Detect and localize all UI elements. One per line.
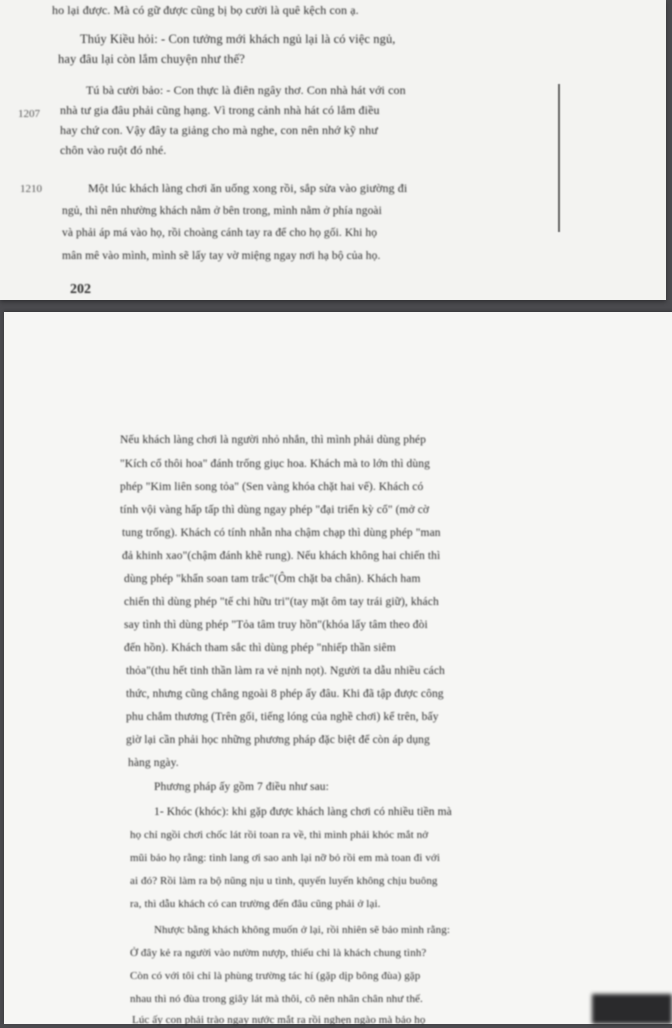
text-line: đả khinh xao"(chậm đánh khẽ rung). Nếu khách không hai chiến thì xyxy=(122,550,441,562)
top-page xyxy=(0,0,666,300)
text-line: nhà tư gia đâu phải cũng hạng. Vì trong cảnh nhà hát có lắm điều xyxy=(60,103,380,117)
text-line: chôn vào ruột đó nhé. xyxy=(60,143,167,157)
text-line: thức, nhưng cũng chẳng ngoài 8 phép ấy đâu. Khi đã tập được công xyxy=(126,688,444,700)
shadow-corner xyxy=(592,994,672,1024)
text-line: giờ lại cần phải học những phương pháp đặc biệt để còn áp dụng xyxy=(126,734,430,746)
margin-rule xyxy=(558,84,560,232)
text-line: Còn có với tôi chỉ là phùng trường tác hí (gặp dịp bông đùa) gặp xyxy=(130,970,421,982)
text-line: dùng phép "khẩn soan tam trắc"(Ôm chặt ba chân). Khách ham xyxy=(124,573,421,585)
bottom-page xyxy=(4,312,672,1024)
text-line: ngủ, thì nên nhường khách nằm ở bên trong, mình nằm ở phía ngoài xyxy=(62,205,382,217)
page-number: 202 xyxy=(70,282,91,297)
text-line: thỏa"(thu hết tinh thần làm ra vẻ nịnh nọt). Người ta dẫu nhiều cách xyxy=(126,665,445,677)
text-line: phu chắm thương (Trên gối, tiếng lóng của nghề chơi) kể trên, bấy xyxy=(126,711,439,723)
text-line: Nhược bằng khách không muốn ở lại, rồi nhiên sẽ bảo mình rằng: xyxy=(154,924,450,936)
text-line: Thúy Kiều hỏi: - Con tưởng mới khách ngủ lại là có việc ngủ, xyxy=(80,32,396,46)
text-line: chiến thì dùng phép "tế chi hữu tri"(tay mặt ôm tay trái giữ), khách xyxy=(124,596,439,608)
text-line: tính vội vàng hấp tấp thì dùng ngay phép "đại triển kỳ cổ" (mở cờ xyxy=(120,504,430,516)
text-line: Tú bà cười bảo: - Con thực là điên ngây thơ. Con nhà hát với con xyxy=(86,83,406,97)
text-line: Ở đây kẻ ra người vào nườm nượp, thiếu chi là khách chung tình? xyxy=(130,947,427,959)
text-line: Nếu khách làng chơi là người nhỏ nhắn, thì mình phải dùng phép xyxy=(120,434,426,446)
text-line: Phương pháp ấy gồm 7 điều như sau: xyxy=(154,781,329,793)
text-line: "Kích cổ thôi hoa" đánh trống giục hoa. Khách mà to lớn thì dùng xyxy=(120,458,430,470)
text-line: 1- Khóc (khóc): khi gặp được khách làng chơi có nhiều tiền mà xyxy=(154,806,452,818)
text-line: họ chỉ ngồi chơi chốc lát rồi toan ra về, thì mình phải khóc mắt nở xyxy=(130,829,429,841)
text-line: hay chứ con. Vậy đây ta giảng cho mà nghe, con nên nhớ kỹ như xyxy=(60,123,378,137)
text-line: tung trống). Khách có tính nhẫn nha chậm chạp thì dùng phép "man xyxy=(122,527,441,539)
text-line: ra, thì dẫu khách có can trường đến đâu cũng phải ở lại. xyxy=(130,898,381,910)
text-line: nhau thì nó đùa trong giây lát mà thôi, cô nên nhân chân như thế. xyxy=(130,993,423,1005)
text-line: ho lại được. Mà có gữ được cũng bị bọ cười là quê kệch con ạ. xyxy=(52,3,359,17)
line-number: 1210 xyxy=(20,183,42,195)
text-line: mũi bảo họ rằng: tình lang ơi sao anh lại nỡ bỏ rồi em mà toan đi với xyxy=(130,852,440,864)
text-line: hay đâu lại còn lắm chuyện như thế? xyxy=(58,52,245,66)
text-line: Một lúc khách làng chơi ăn uống xong rồi, sắp sửa vào giường đi xyxy=(88,181,408,195)
text-line: phép "Kim liên song tỏa" (Sen vàng khóa chặt hai vế). Khách có xyxy=(120,481,424,493)
text-line: Lúc ấy con phải trào ngay nước mắt ra rồi nghẹn ngào mà bảo họ xyxy=(132,1014,426,1026)
line-number: 1207 xyxy=(18,108,40,120)
text-line: đến hồn). Khách tham sắc thì dùng phép "nhiếp thần siêm xyxy=(124,642,396,654)
text-line: ai đó? Rồi làm ra bộ nũng nịu u tình, quyến luyến không chịu buông xyxy=(130,875,438,887)
text-line: và phải áp má vào họ, rồi choàng cánh tay ra để cho họ gối. Khi họ xyxy=(62,227,378,239)
text-line: mân mê vào mình, mình sẽ lấy tay vờ miệng ngay nơi hạ bộ của họ. xyxy=(62,250,381,262)
text-line: say tình thì dùng phép "Tỏa tâm truy hồn"(khóa lấy tâm theo đòi xyxy=(124,619,428,631)
text-line: hàng ngày. xyxy=(128,757,179,769)
